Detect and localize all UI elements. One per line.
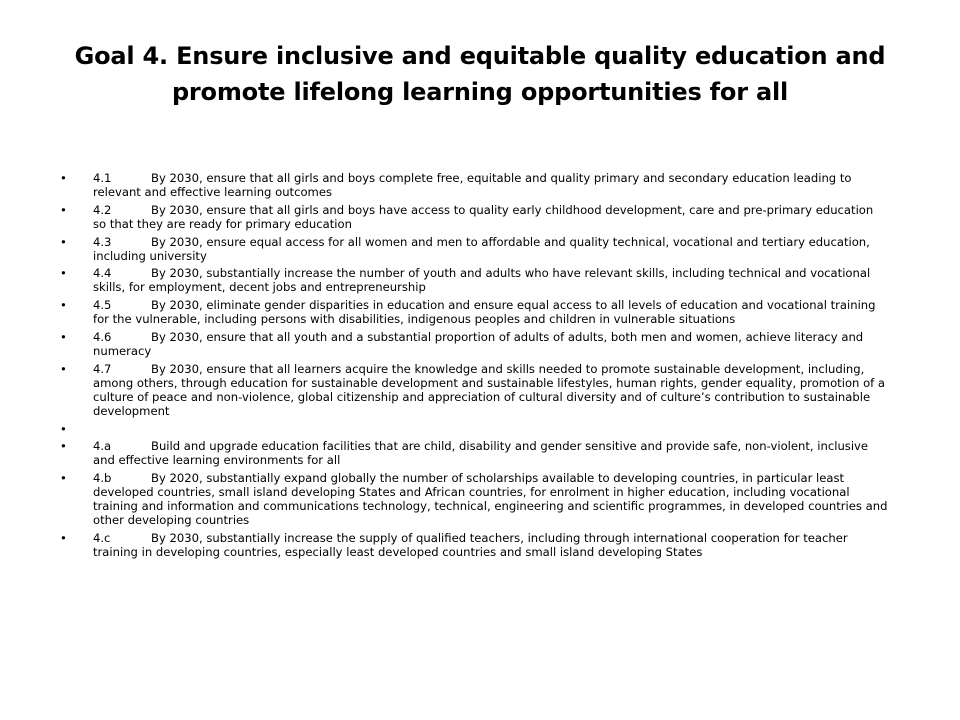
target-text: By 2020, substantially expand globally the number of scholarships available to developing countries, in particular least developed countries, small island developing States and African countries, for enrolment in higher education, including vocational training and information and communications technology, technical, engineering and scientific programmes, in developed countries and other developing countries xyxy=(93,471,888,527)
bullet: • xyxy=(60,439,67,454)
target-number: 4.1 xyxy=(93,171,112,185)
target-number: 4.a xyxy=(93,439,112,454)
target-text: By 2030, substantially increase the number of youth and adults who have relevant skills, including technical and vocational skills, for employment, decent jobs and entrepreneurship xyxy=(93,266,871,295)
bullet: • xyxy=(60,234,67,249)
bullet: • xyxy=(60,361,67,376)
target-text: By 2030, ensure that all learners acquire the knowledge and skills needed to promote sustainable development, including, among others, through education for sustainable development and sustainable lifestyles, human rights, gender equality, promotion of a culture of peace and non-violence, global citizenship and appreciation of cultural diversity and of culture’s contribution to sustainable development xyxy=(93,361,886,418)
list-item xyxy=(60,236,890,264)
bullet: • xyxy=(60,530,67,545)
bullet: • xyxy=(60,471,67,486)
target-number: 4.4 xyxy=(93,266,112,281)
list-item xyxy=(60,204,890,232)
target-list xyxy=(60,172,890,560)
target-number: 4.6 xyxy=(93,330,112,345)
target-number: 4.7 xyxy=(93,361,112,376)
target-text: By 2030, eliminate gender disparities in education and ensure equal access to all levels of education and vocational training for the vulnerable, including persons with disabilities, indigenous peoples and children in vulnerable situations xyxy=(93,298,876,327)
list-item xyxy=(60,331,890,359)
list-item xyxy=(60,532,890,560)
list-item xyxy=(60,172,890,200)
target-number: 4.2 xyxy=(93,202,112,217)
list-item xyxy=(60,423,890,437)
target-number: 4.3 xyxy=(93,234,112,249)
slide-content xyxy=(60,172,890,564)
bullet: • xyxy=(60,171,67,185)
bullet: • xyxy=(60,421,67,436)
bullet: • xyxy=(60,266,67,281)
bullet: • xyxy=(60,298,67,313)
slide-title: Goal 4. Ensure inclusive and equitable quality education and promote lifelong learning opportunities for all xyxy=(74,42,886,106)
target-text: By 2030, ensure equal access for all women and men to affordable and quality technical, vocational and tertiary education, including university xyxy=(93,234,870,263)
target-number: 4.c xyxy=(93,530,111,545)
list-item xyxy=(60,267,890,295)
target-text: By 2030, ensure that all girls and boys complete free, equitable and quality primary and secondary education leading to relevant and effective learning outcomes xyxy=(93,171,852,199)
bullet: • xyxy=(60,330,67,345)
list-item xyxy=(60,363,890,419)
target-text: Build and upgrade education facilities that are child, disability and gender sensitive and provide safe, non-violent, inclusive and effective learning environments for all xyxy=(93,439,869,468)
target-number: 4.b xyxy=(93,471,112,486)
target-number: 4.5 xyxy=(93,298,112,313)
list-item xyxy=(60,440,890,468)
target-text: By 2030, substantially increase the supply of qualified teachers, including through international cooperation for teacher training in developing countries, especially least developed countries and small island developing States xyxy=(93,530,848,559)
target-text: By 2030, ensure that all youth and a substantial proportion of adults of adults, both men and women, achieve literacy and numeracy xyxy=(93,330,864,358)
list-item xyxy=(60,472,890,528)
target-text: By 2030, ensure that all girls and boys have access to quality early childhood development, care and pre-primary education so that they are ready for primary education xyxy=(93,202,874,231)
list-item xyxy=(60,299,890,327)
bullet: • xyxy=(60,202,67,217)
